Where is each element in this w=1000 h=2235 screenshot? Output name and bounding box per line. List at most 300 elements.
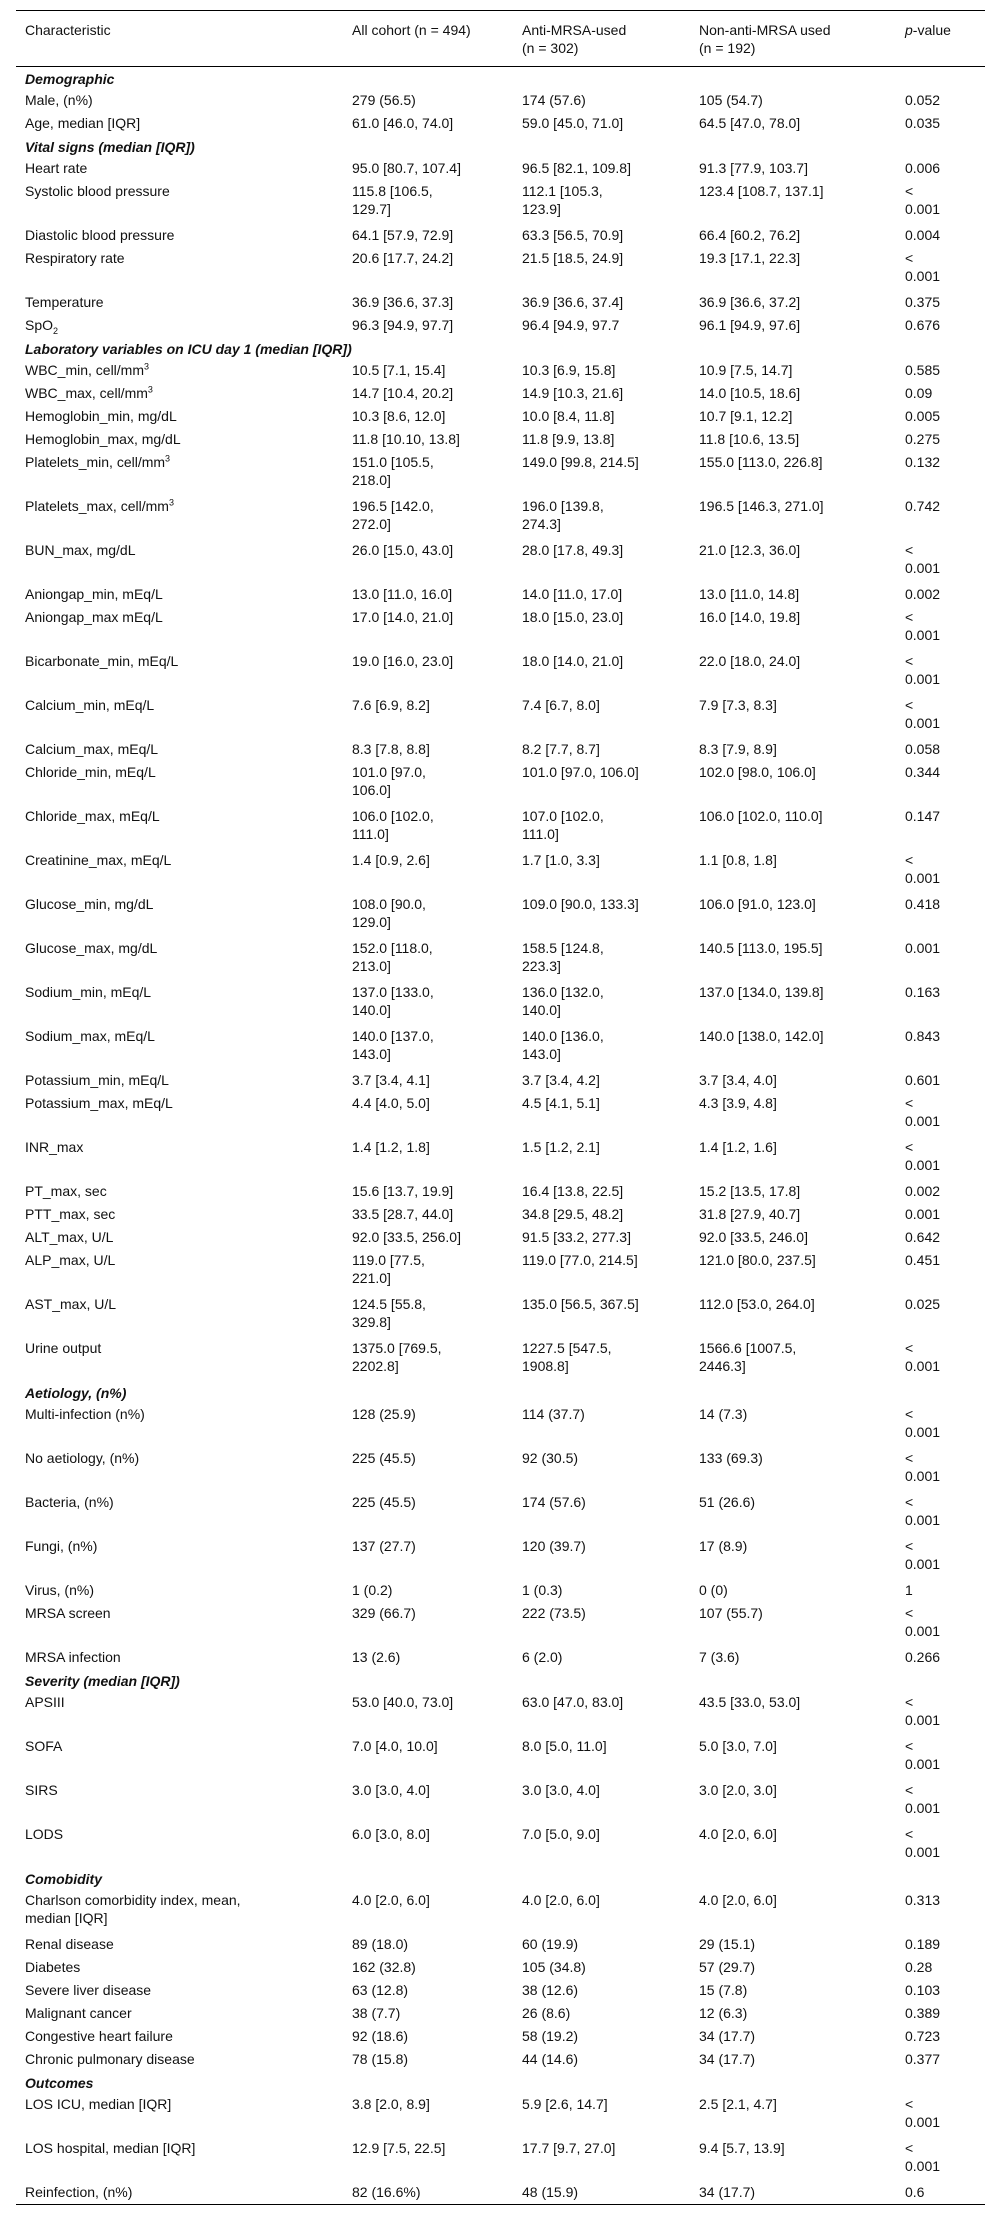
row-label: Renal disease bbox=[25, 1936, 114, 1952]
row-label: Severe liver disease bbox=[25, 1982, 152, 1998]
table-row bbox=[16, 1337, 985, 1381]
row-label: MRSA screen bbox=[25, 1605, 111, 1621]
all-cohort-cell: 151.0 [105.5, 218.0] bbox=[352, 454, 434, 488]
row-label-cell bbox=[16, 650, 352, 694]
row-label: ALT_max, U/L bbox=[25, 1229, 114, 1245]
section-header-row bbox=[16, 337, 985, 359]
all-cohort-cell: 63 (12.8) bbox=[352, 1982, 409, 1998]
baseline-characteristics-table bbox=[16, 10, 985, 2205]
table-row bbox=[16, 738, 985, 761]
p-value-cell: < 0.001 bbox=[905, 653, 941, 687]
table-row bbox=[16, 1579, 985, 1602]
section-title: Laboratory variables on ICU day 1 (median [IQR]) bbox=[25, 341, 352, 357]
all-cohort-cell: 36.9 [36.6, 37.3] bbox=[352, 294, 454, 310]
section-title: Vital signs (median [IQR]) bbox=[25, 139, 195, 155]
row-label: SpO bbox=[25, 317, 54, 333]
non-anti-mrsa-cell: 10.9 [7.5, 14.7] bbox=[699, 362, 793, 378]
anti-mrsa-cell: 96.4 [94.9, 97.7 bbox=[522, 317, 620, 333]
row-label-cell bbox=[16, 1025, 352, 1069]
row-label-cell bbox=[16, 1491, 352, 1535]
non-anti-mrsa-cell: 0 (0) bbox=[699, 1582, 728, 1598]
all-cohort-cell: 128 (25.9) bbox=[352, 1406, 416, 1422]
non-anti-mrsa-cell: 4.3 [3.9, 4.8] bbox=[699, 1095, 777, 1111]
table-row bbox=[16, 224, 985, 247]
row-label-cell bbox=[16, 247, 352, 291]
non-anti-mrsa-cell: 96.1 [94.9, 97.6] bbox=[699, 317, 801, 333]
table-row bbox=[16, 694, 985, 738]
p-value-cell: 0.676 bbox=[905, 317, 941, 333]
header-all-cohort: All cohort (n = 494) bbox=[352, 22, 471, 38]
all-cohort-cell: 10.3 [8.6, 12.0] bbox=[352, 408, 446, 424]
row-label: Calcium_max, mEq/L bbox=[25, 741, 159, 757]
non-anti-mrsa-cell: 133 (69.3) bbox=[699, 1450, 763, 1466]
anti-mrsa-cell: 10.3 [6.9, 15.8] bbox=[522, 362, 616, 378]
row-label-cell bbox=[16, 1579, 352, 1602]
row-label: Glucose_max, mg/dL bbox=[25, 940, 158, 956]
row-label-cell bbox=[16, 89, 352, 112]
anti-mrsa-cell: 28.0 [17.8, 49.3] bbox=[522, 542, 624, 558]
anti-mrsa-cell: 4.5 [4.1, 5.1] bbox=[522, 1095, 600, 1111]
row-label: SIRS bbox=[25, 1782, 58, 1798]
row-label-cell bbox=[16, 1779, 352, 1823]
non-anti-mrsa-cell: 10.7 [9.1, 12.2] bbox=[699, 408, 793, 424]
row-label: Calcium_min, mEq/L bbox=[25, 697, 155, 713]
anti-mrsa-cell: 48 (15.9) bbox=[522, 2184, 579, 2200]
table-row bbox=[16, 1646, 985, 1669]
row-label: Potassium_min, mEq/L bbox=[25, 1072, 169, 1088]
row-label: Hemoglobin_max, mg/dL bbox=[25, 431, 181, 447]
table-row bbox=[16, 1956, 985, 1979]
anti-mrsa-cell: 174 (57.6) bbox=[522, 1494, 586, 1510]
p-value-cell: < 0.001 bbox=[905, 2096, 941, 2130]
table-row bbox=[16, 650, 985, 694]
table-row bbox=[16, 314, 985, 337]
row-label: Diabetes bbox=[25, 1959, 81, 1975]
all-cohort-cell: 1.4 [0.9, 2.6] bbox=[352, 852, 430, 868]
non-anti-mrsa-cell: 2.5 [2.1, 4.7] bbox=[699, 2096, 777, 2112]
row-label: Chloride_max, mEq/L bbox=[25, 808, 160, 824]
p-value-cell: < 0.001 bbox=[905, 250, 941, 284]
header-anti-mrsa: Anti-MRSA-used (n = 302) bbox=[522, 22, 627, 56]
row-label-cell bbox=[16, 314, 352, 337]
anti-mrsa-cell: 36.9 [36.6, 37.4] bbox=[522, 294, 624, 310]
all-cohort-cell: 140.0 [137.0, 143.0] bbox=[352, 1028, 434, 1062]
row-label-cell bbox=[16, 359, 352, 382]
non-anti-mrsa-cell: 4.0 [2.0, 6.0] bbox=[699, 1826, 777, 1842]
section-title: Aetiology, (n%) bbox=[25, 1385, 127, 1401]
all-cohort-cell: 152.0 [118.0, 213.0] bbox=[352, 940, 433, 974]
non-anti-mrsa-cell: 196.5 [146.3, 271.0] bbox=[699, 498, 824, 514]
non-anti-mrsa-cell: 112.0 [53.0, 264.0] bbox=[699, 1296, 815, 1312]
row-label-cell bbox=[16, 382, 352, 405]
anti-mrsa-cell: 1.7 [1.0, 3.3] bbox=[522, 852, 600, 868]
p-value-cell: 0.002 bbox=[905, 1183, 941, 1199]
table-row bbox=[16, 849, 985, 893]
non-anti-mrsa-cell: 3.0 [2.0, 3.0] bbox=[699, 1782, 777, 1798]
non-anti-mrsa-cell: 1.1 [0.8, 1.8] bbox=[699, 852, 777, 868]
section-header-row bbox=[16, 2071, 985, 2093]
non-anti-mrsa-cell: 106.0 [102.0, 110.0] bbox=[699, 808, 823, 824]
all-cohort-cell: 106.0 [102.0, 111.0] bbox=[352, 808, 434, 842]
non-anti-mrsa-cell: 1.4 [1.2, 1.6] bbox=[699, 1139, 777, 1155]
p-value-cell: 0.389 bbox=[905, 2005, 941, 2021]
non-anti-mrsa-cell: 123.4 [108.7, 137.1] bbox=[699, 183, 824, 199]
anti-mrsa-cell: 1.5 [1.2, 2.1] bbox=[522, 1139, 600, 1155]
row-label-cell bbox=[16, 2181, 352, 2204]
row-label-cell bbox=[16, 805, 352, 849]
row-label-cell bbox=[16, 112, 352, 135]
row-label-cell bbox=[16, 180, 352, 224]
row-label-cell bbox=[16, 1203, 352, 1226]
unit-superscript: 3 bbox=[147, 384, 153, 395]
p-value-cell: 0.585 bbox=[905, 362, 941, 378]
non-anti-mrsa-cell: 155.0 [113.0, 226.8] bbox=[699, 454, 823, 470]
all-cohort-cell: 225 (45.5) bbox=[352, 1450, 416, 1466]
p-value-cell: < 0.001 bbox=[905, 609, 941, 643]
p-value-cell: 0.742 bbox=[905, 498, 941, 514]
row-label: MRSA infection bbox=[25, 1649, 121, 1665]
all-cohort-cell: 26.0 [15.0, 43.0] bbox=[352, 542, 454, 558]
table-row bbox=[16, 89, 985, 112]
row-label: Potassium_max, mEq/L bbox=[25, 1095, 173, 1111]
row-label: Age, median [IQR] bbox=[25, 115, 141, 131]
label-subscript: 2 bbox=[53, 325, 59, 336]
anti-mrsa-cell: 18.0 [14.0, 21.0] bbox=[522, 653, 624, 669]
p-value-cell: 0.418 bbox=[905, 896, 941, 912]
row-label: Urine output bbox=[25, 1340, 102, 1356]
row-label: INR_max bbox=[25, 1139, 84, 1155]
p-value-cell: 0.189 bbox=[905, 1936, 941, 1952]
non-anti-mrsa-cell: 5.0 [3.0, 7.0] bbox=[699, 1738, 777, 1754]
header-non-anti-mrsa: Non-anti-MRSA used (n = 192) bbox=[699, 22, 831, 56]
non-anti-mrsa-cell: 8.3 [7.9, 8.9] bbox=[699, 741, 777, 757]
p-value-cell: 0.058 bbox=[905, 741, 941, 757]
table-row bbox=[16, 1691, 985, 1735]
row-label: Virus, (n%) bbox=[25, 1582, 94, 1598]
anti-mrsa-cell: 135.0 [56.5, 367.5] bbox=[522, 1296, 639, 1312]
row-label: Diastolic blood pressure bbox=[25, 227, 175, 243]
non-anti-mrsa-cell: 14.0 [10.5, 18.6] bbox=[699, 385, 801, 401]
anti-mrsa-cell: 44 (14.6) bbox=[522, 2051, 579, 2067]
row-label-cell bbox=[16, 2137, 352, 2181]
row-label: Aniongap_max mEq/L bbox=[25, 609, 163, 625]
non-anti-mrsa-cell: 64.5 [47.0, 78.0] bbox=[699, 115, 801, 131]
all-cohort-cell: 7.6 [6.9, 8.2] bbox=[352, 697, 430, 713]
row-label-cell bbox=[16, 1226, 352, 1249]
non-anti-mrsa-cell: 16.0 [14.0, 19.8] bbox=[699, 609, 801, 625]
row-label: No aetiology, (n%) bbox=[25, 1450, 140, 1466]
non-anti-mrsa-cell: 57 (29.7) bbox=[699, 1959, 756, 1975]
row-label: LODS bbox=[25, 1826, 64, 1842]
row-label-cell bbox=[16, 405, 352, 428]
all-cohort-cell: 92 (18.6) bbox=[352, 2028, 409, 2044]
anti-mrsa-cell: 58 (19.2) bbox=[522, 2028, 579, 2044]
all-cohort-cell: 329 (66.7) bbox=[352, 1605, 416, 1621]
table-row bbox=[16, 893, 985, 937]
non-anti-mrsa-cell: 19.3 [17.1, 22.3] bbox=[699, 250, 801, 266]
section-header-row bbox=[16, 1669, 985, 1691]
all-cohort-cell: 14.7 [10.4, 20.2] bbox=[352, 385, 454, 401]
table-row bbox=[16, 2181, 985, 2204]
table-row bbox=[16, 247, 985, 291]
unit-superscript: 3 bbox=[144, 361, 150, 372]
all-cohort-cell: 3.8 [2.0, 8.9] bbox=[352, 2096, 430, 2112]
header-p-value bbox=[905, 11, 985, 66]
row-label-cell bbox=[16, 937, 352, 981]
p-value-cell: < 0.001 bbox=[905, 1494, 941, 1528]
row-label: Reinfection, (n%) bbox=[25, 2184, 133, 2200]
anti-mrsa-cell: 63.3 [56.5, 70.9] bbox=[522, 227, 624, 243]
p-value-cell: 0.103 bbox=[905, 1982, 941, 1998]
p-value-cell: 0.052 bbox=[905, 92, 941, 108]
non-anti-mrsa-cell: 29 (15.1) bbox=[699, 1936, 756, 1952]
table-row bbox=[16, 1447, 985, 1491]
all-cohort-cell: 92.0 [33.5, 256.0] bbox=[352, 1229, 461, 1245]
section-header-row bbox=[16, 135, 985, 157]
p-value-cell: 0.28 bbox=[905, 1959, 933, 1975]
table-row bbox=[16, 981, 985, 1025]
table-row bbox=[16, 539, 985, 583]
row-label-cell bbox=[16, 1956, 352, 1979]
row-label: WBC_min, cell/mm bbox=[25, 362, 145, 378]
row-label-cell bbox=[16, 694, 352, 738]
non-anti-mrsa-cell: 11.8 [10.6, 13.5] bbox=[699, 431, 800, 447]
all-cohort-cell: 137.0 [133.0, 140.0] bbox=[352, 984, 434, 1018]
table-row bbox=[16, 937, 985, 981]
non-anti-mrsa-cell: 22.0 [18.0, 24.0] bbox=[699, 653, 801, 669]
table-row bbox=[16, 1602, 985, 1646]
table-row bbox=[16, 1403, 985, 1447]
p-value-cell: < 0.001 bbox=[905, 1782, 941, 1816]
anti-mrsa-cell: 120 (39.7) bbox=[522, 1538, 586, 1554]
anti-mrsa-cell: 34.8 [29.5, 48.2] bbox=[522, 1206, 624, 1222]
row-label-cell bbox=[16, 1691, 352, 1735]
all-cohort-cell: 10.5 [7.1, 15.4] bbox=[352, 362, 446, 378]
non-anti-mrsa-cell: 140.0 [138.0, 142.0] bbox=[699, 1028, 824, 1044]
anti-mrsa-cell: 158.5 [124.8, 223.3] bbox=[522, 940, 604, 974]
table-row bbox=[16, 1249, 985, 1293]
non-anti-mrsa-cell: 34 (17.7) bbox=[699, 2184, 756, 2200]
table-row bbox=[16, 1779, 985, 1823]
non-anti-mrsa-cell: 12 (6.3) bbox=[699, 2005, 748, 2021]
non-anti-mrsa-cell: 43.5 [33.0, 53.0] bbox=[699, 1694, 801, 1710]
row-label-cell bbox=[16, 1823, 352, 1867]
table-row bbox=[16, 428, 985, 451]
row-label: LOS hospital, median [IQR] bbox=[25, 2140, 196, 2156]
table-row bbox=[16, 1979, 985, 2002]
anti-mrsa-cell: 4.0 [2.0, 6.0] bbox=[522, 1892, 600, 1908]
table-row bbox=[16, 805, 985, 849]
p-value-cell: < 0.001 bbox=[905, 1605, 941, 1639]
non-anti-mrsa-cell: 121.0 [80.0, 237.5] bbox=[699, 1252, 816, 1268]
table-row bbox=[16, 1823, 985, 1867]
anti-mrsa-cell: 91.5 [33.2, 277.3] bbox=[522, 1229, 631, 1245]
anti-mrsa-cell: 92 (30.5) bbox=[522, 1450, 579, 1466]
all-cohort-cell: 124.5 [55.8, 329.8] bbox=[352, 1296, 426, 1330]
table-row bbox=[16, 1535, 985, 1579]
table-row bbox=[16, 761, 985, 805]
p-value-cell: < 0.001 bbox=[905, 1139, 941, 1173]
anti-mrsa-cell: 96.5 [82.1, 109.8] bbox=[522, 160, 631, 176]
all-cohort-cell: 61.0 [46.0, 74.0] bbox=[352, 115, 454, 131]
row-label-cell bbox=[16, 1933, 352, 1956]
table-row bbox=[16, 1226, 985, 1249]
p-value-cell: 0.147 bbox=[905, 808, 941, 824]
anti-mrsa-cell: 60 (19.9) bbox=[522, 1936, 579, 1952]
row-label: Hemoglobin_min, mg/dL bbox=[25, 408, 177, 424]
row-label-cell bbox=[16, 761, 352, 805]
all-cohort-cell: 8.3 [7.8, 8.8] bbox=[352, 741, 430, 757]
row-label: BUN_max, mg/dL bbox=[25, 542, 136, 558]
non-anti-mrsa-cell: 92.0 [33.5, 246.0] bbox=[699, 1229, 808, 1245]
row-label-cell bbox=[16, 849, 352, 893]
p-value-cell: 0.025 bbox=[905, 1296, 941, 1312]
all-cohort-cell: 33.5 [28.7, 44.0] bbox=[352, 1206, 454, 1222]
anti-mrsa-cell: 17.7 [9.7, 27.0] bbox=[522, 2140, 616, 2156]
non-anti-mrsa-cell: 9.4 [5.7, 13.9] bbox=[699, 2140, 785, 2156]
all-cohort-cell: 119.0 [77.5, 221.0] bbox=[352, 1252, 425, 1286]
p-value-cell: 0.006 bbox=[905, 160, 941, 176]
table-row bbox=[16, 1136, 985, 1180]
all-cohort-cell: 101.0 [97.0, 106.0] bbox=[352, 764, 426, 798]
p-value-cell: 0.642 bbox=[905, 1229, 941, 1245]
section-header-row bbox=[16, 1867, 985, 1889]
all-cohort-cell: 3.0 [3.0, 4.0] bbox=[352, 1782, 430, 1798]
non-anti-mrsa-cell: 15 (7.8) bbox=[699, 1982, 748, 1998]
header-row bbox=[16, 11, 985, 66]
row-label-cell bbox=[16, 1403, 352, 1447]
anti-mrsa-cell: 14.0 [11.0, 17.0] bbox=[522, 586, 623, 602]
table-row bbox=[16, 2002, 985, 2025]
table-body bbox=[16, 67, 985, 2204]
table-row bbox=[16, 1092, 985, 1136]
p-value-cell: 0.275 bbox=[905, 431, 941, 447]
p-value-cell: 0.09 bbox=[905, 385, 933, 401]
all-cohort-cell: 6.0 [3.0, 8.0] bbox=[352, 1826, 430, 1842]
all-cohort-cell: 64.1 [57.9, 72.9] bbox=[352, 227, 454, 243]
anti-mrsa-cell: 3.7 [3.4, 4.2] bbox=[522, 1072, 600, 1088]
row-label: LOS ICU, median [IQR] bbox=[25, 2096, 172, 2112]
all-cohort-cell: 11.8 [10.10, 13.8] bbox=[352, 431, 460, 447]
row-label: Charlson comorbidity index, mean, median [IQR] bbox=[25, 1892, 241, 1926]
non-anti-mrsa-cell: 36.9 [36.6, 37.2] bbox=[699, 294, 801, 310]
row-label-cell bbox=[16, 2002, 352, 2025]
anti-mrsa-cell: 105 (34.8) bbox=[522, 1959, 586, 1975]
non-anti-mrsa-cell: 107 (55.7) bbox=[699, 1605, 763, 1621]
all-cohort-cell: 137 (27.7) bbox=[352, 1538, 416, 1554]
row-label: Aniongap_min, mEq/L bbox=[25, 586, 163, 602]
p-value-cell: 0.163 bbox=[905, 984, 941, 1000]
p-value-cell: < 0.001 bbox=[905, 1538, 941, 1572]
section-header-row bbox=[16, 1381, 985, 1403]
row-label-cell bbox=[16, 2093, 352, 2137]
p-value-cell: < 0.001 bbox=[905, 1095, 941, 1129]
anti-mrsa-cell: 136.0 [132.0, 140.0] bbox=[522, 984, 604, 1018]
anti-mrsa-cell: 119.0 [77.0, 214.5] bbox=[522, 1252, 638, 1268]
row-label: Creatinine_max, mEq/L bbox=[25, 852, 172, 868]
p-value-cell: < 0.001 bbox=[905, 2140, 941, 2174]
all-cohort-cell: 196.5 [142.0, 272.0] bbox=[352, 498, 434, 532]
p-value-cell: 1 bbox=[905, 1582, 913, 1598]
row-label-cell bbox=[16, 428, 352, 451]
p-value-cell: < 0.001 bbox=[905, 697, 941, 731]
anti-mrsa-cell: 21.5 [18.5, 24.9] bbox=[522, 250, 624, 266]
row-label: Bicarbonate_min, mEq/L bbox=[25, 653, 179, 669]
p-value-cell: 0.005 bbox=[905, 408, 941, 424]
table-row bbox=[16, 583, 985, 606]
all-cohort-cell: 96.3 [94.9, 97.7] bbox=[352, 317, 454, 333]
all-cohort-cell: 1.4 [1.2, 1.8] bbox=[352, 1139, 430, 1155]
all-cohort-cell: 19.0 [16.0, 23.0] bbox=[352, 653, 454, 669]
p-value-cell: 0.601 bbox=[905, 1072, 941, 1088]
row-label-cell bbox=[16, 1092, 352, 1136]
non-anti-mrsa-cell: 7.9 [7.3, 8.3] bbox=[699, 697, 777, 713]
all-cohort-cell: 108.0 [90.0, 129.0] bbox=[352, 896, 426, 930]
all-cohort-cell: 15.6 [13.7, 19.9] bbox=[352, 1183, 454, 1199]
table-row bbox=[16, 2093, 985, 2137]
p-value-cell: < 0.001 bbox=[905, 1340, 941, 1374]
row-label: PT_max, sec bbox=[25, 1183, 107, 1199]
table-row bbox=[16, 291, 985, 314]
anti-mrsa-cell: 7.4 [6.7, 8.0] bbox=[522, 697, 600, 713]
p-value-cell: < 0.001 bbox=[905, 542, 941, 576]
table-row bbox=[16, 157, 985, 180]
table-row bbox=[16, 1203, 985, 1226]
all-cohort-cell: 53.0 [40.0, 73.0] bbox=[352, 1694, 454, 1710]
row-label: Systolic blood pressure bbox=[25, 183, 170, 199]
row-label-cell bbox=[16, 1337, 352, 1381]
table-row bbox=[16, 1491, 985, 1535]
section-title: Comobidity bbox=[25, 1871, 102, 1887]
anti-mrsa-cell: 1227.5 [547.5, 1908.8] bbox=[522, 1340, 612, 1374]
anti-mrsa-cell: 6 (2.0) bbox=[522, 1649, 563, 1665]
p-value-cell: < 0.001 bbox=[905, 183, 941, 217]
all-cohort-cell: 78 (15.8) bbox=[352, 2051, 409, 2067]
row-label-cell bbox=[16, 451, 352, 495]
anti-mrsa-cell: 14.9 [10.3, 21.6] bbox=[522, 385, 624, 401]
row-label: Platelets_min, cell/mm bbox=[25, 454, 166, 470]
p-value-cell: < 0.001 bbox=[905, 852, 941, 886]
non-anti-mrsa-cell: 14 (7.3) bbox=[699, 1406, 748, 1422]
row-label: SOFA bbox=[25, 1738, 63, 1754]
row-label: APSIII bbox=[25, 1694, 65, 1710]
row-label: Male, (n%) bbox=[25, 92, 93, 108]
table-row bbox=[16, 2048, 985, 2071]
anti-mrsa-cell: 140.0 [136.0, 143.0] bbox=[522, 1028, 604, 1062]
header-p-italic: p bbox=[905, 22, 913, 38]
row-label-cell bbox=[16, 224, 352, 247]
all-cohort-cell: 13 (2.6) bbox=[352, 1649, 401, 1665]
anti-mrsa-cell: 196.0 [139.8, 274.3] bbox=[522, 498, 604, 532]
non-anti-mrsa-cell: 137.0 [134.0, 139.8] bbox=[699, 984, 824, 1000]
anti-mrsa-cell: 3.0 [3.0, 4.0] bbox=[522, 1782, 600, 1798]
row-label-cell bbox=[16, 1249, 352, 1293]
p-value-cell: 0.001 bbox=[905, 1206, 941, 1222]
p-value-cell: < 0.001 bbox=[905, 1694, 941, 1728]
non-anti-mrsa-cell: 34 (17.7) bbox=[699, 2028, 756, 2044]
all-cohort-cell: 7.0 [4.0, 10.0] bbox=[352, 1738, 438, 1754]
table-row bbox=[16, 1889, 985, 1933]
table-row bbox=[16, 1293, 985, 1337]
p-value-cell: < 0.001 bbox=[905, 1450, 941, 1484]
row-label-cell bbox=[16, 1293, 352, 1337]
row-label: Fungi, (n%) bbox=[25, 1538, 98, 1554]
non-anti-mrsa-cell: 3.7 [3.4, 4.0] bbox=[699, 1072, 777, 1088]
non-anti-mrsa-cell: 106.0 [91.0, 123.0] bbox=[699, 896, 816, 912]
anti-mrsa-cell: 26 (8.6) bbox=[522, 2005, 571, 2021]
table-row bbox=[16, 382, 985, 405]
row-label: Malignant cancer bbox=[25, 2005, 132, 2021]
